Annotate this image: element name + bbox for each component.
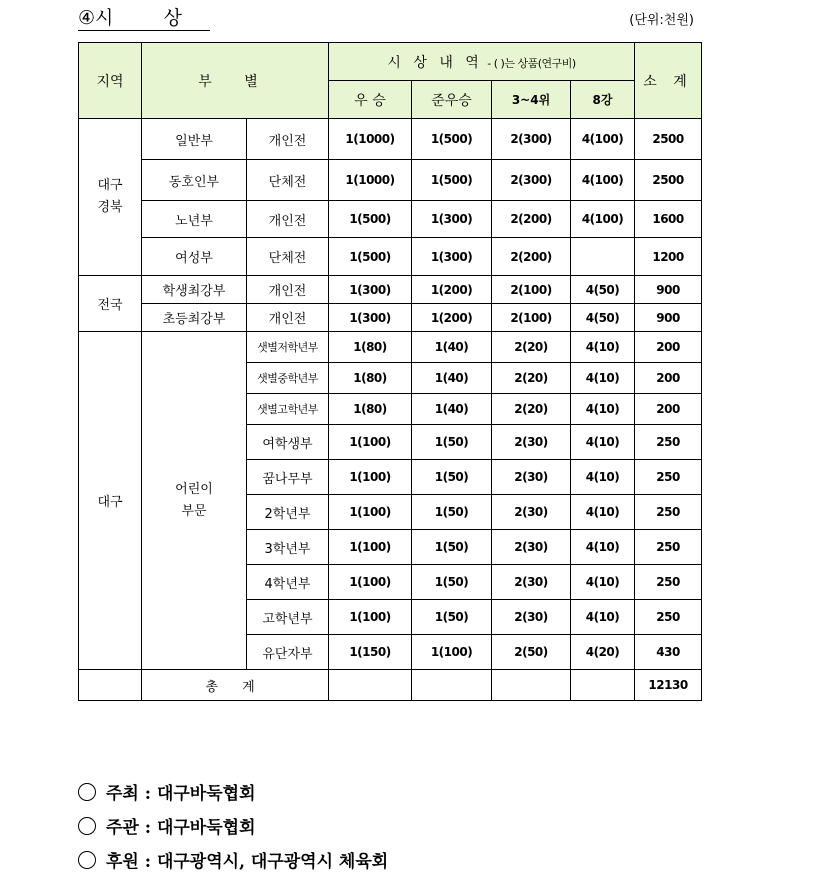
- first-prize-cell: 1(1000): [329, 119, 412, 160]
- title-text: 시 상: [95, 7, 204, 29]
- type-cell: 2학년부: [247, 495, 329, 530]
- type-cell: 여학생부: [247, 425, 329, 460]
- header-col-2: 준우승: [412, 81, 492, 119]
- third-prize-cell: 2(20): [492, 363, 571, 394]
- type-cell: 개인전: [247, 201, 329, 238]
- third-prize-cell: 2(100): [492, 276, 571, 304]
- region-daegu: 대구: [79, 332, 142, 670]
- unit-label: (단위:천원): [629, 13, 694, 28]
- second-prize-cell: 1(50): [412, 530, 492, 565]
- second-prize-cell: 1(50): [412, 460, 492, 495]
- top8-prize-cell: 4(10): [571, 363, 635, 394]
- empty-cell: [492, 670, 571, 701]
- footer-organizer: [78, 813, 256, 838]
- header-region: 지역: [79, 43, 142, 119]
- second-prize-cell: 1(100): [412, 635, 492, 670]
- title-number: ④: [78, 7, 96, 29]
- first-prize-cell: 1(1000): [329, 160, 412, 201]
- subtotal-cell: 900: [635, 276, 702, 304]
- third-prize-cell: 2(300): [492, 119, 571, 160]
- circle-bullet-icon: [78, 851, 96, 869]
- second-prize-cell: 1(500): [412, 119, 492, 160]
- top8-prize-cell: 4(10): [571, 565, 635, 600]
- second-prize-cell: 1(300): [412, 238, 492, 276]
- footer-sponsor-text: 후원 : 대구광역시, 대구광역시 체육회: [106, 852, 389, 872]
- first-prize-cell: 1(100): [329, 425, 412, 460]
- top8-prize-cell: 4(20): [571, 635, 635, 670]
- top8-prize-cell: 4(50): [571, 304, 635, 332]
- type-cell: 샛별고학년부: [247, 394, 329, 425]
- header-col-1: 우 승: [329, 81, 412, 119]
- header-total: 소 계: [635, 43, 702, 119]
- first-prize-cell: 1(100): [329, 565, 412, 600]
- type-cell: 3학년부: [247, 530, 329, 565]
- division-cell: 일반부: [142, 119, 247, 160]
- footer-host: [78, 779, 256, 804]
- top8-prize-cell: 4(10): [571, 425, 635, 460]
- subtotal-cell: 250: [635, 460, 702, 495]
- first-prize-cell: 1(100): [329, 495, 412, 530]
- subtotal-cell: 200: [635, 363, 702, 394]
- footer-host-text: 주최 : 대구바둑협회: [106, 784, 256, 804]
- type-cell: 샛별저학년부: [247, 332, 329, 363]
- third-prize-cell: 2(30): [492, 600, 571, 635]
- subtotal-cell: 250: [635, 530, 702, 565]
- type-cell: 샛별중학년부: [247, 363, 329, 394]
- third-prize-cell: 2(30): [492, 530, 571, 565]
- third-prize-cell: 2(30): [492, 460, 571, 495]
- first-prize-cell: 1(500): [329, 201, 412, 238]
- subtotal-cell: 250: [635, 495, 702, 530]
- first-prize-cell: 1(100): [329, 600, 412, 635]
- first-prize-cell: 1(80): [329, 363, 412, 394]
- third-prize-cell: 2(30): [492, 565, 571, 600]
- third-prize-cell: 2(20): [492, 332, 571, 363]
- top8-prize-cell: [571, 238, 635, 276]
- subtotal-cell: 2500: [635, 119, 702, 160]
- first-prize-cell: 1(80): [329, 332, 412, 363]
- third-prize-cell: 2(30): [492, 495, 571, 530]
- total-row-blank: [79, 670, 142, 701]
- third-prize-cell: 2(100): [492, 304, 571, 332]
- division-cell: 초등최강부: [142, 304, 247, 332]
- empty-cell: [571, 670, 635, 701]
- division-cell: 여성부: [142, 238, 247, 276]
- top8-prize-cell: 4(100): [571, 201, 635, 238]
- division-cell: 동호인부: [142, 160, 247, 201]
- second-prize-cell: 1(200): [412, 304, 492, 332]
- subtotal-cell: 250: [635, 600, 702, 635]
- subtotal-cell: 900: [635, 304, 702, 332]
- third-prize-cell: 2(200): [492, 201, 571, 238]
- top8-prize-cell: 4(10): [571, 394, 635, 425]
- subtotal-cell: 250: [635, 565, 702, 600]
- top8-prize-cell: 4(10): [571, 600, 635, 635]
- subtotal-cell: 250: [635, 425, 702, 460]
- type-cell: 단체전: [247, 238, 329, 276]
- top8-prize-cell: 4(100): [571, 160, 635, 201]
- type-cell: 개인전: [247, 119, 329, 160]
- children-group: 어린이 부문: [142, 332, 247, 670]
- second-prize-cell: 1(50): [412, 565, 492, 600]
- third-prize-cell: 2(200): [492, 238, 571, 276]
- type-cell: 개인전: [247, 304, 329, 332]
- second-prize-cell: 1(50): [412, 425, 492, 460]
- type-cell: 꿈나무부: [247, 460, 329, 495]
- subtotal-cell: 430: [635, 635, 702, 670]
- top8-prize-cell: 4(10): [571, 332, 635, 363]
- top8-prize-cell: 4(50): [571, 276, 635, 304]
- first-prize-cell: 1(300): [329, 304, 412, 332]
- second-prize-cell: 1(50): [412, 495, 492, 530]
- division-cell: 노년부: [142, 201, 247, 238]
- second-prize-cell: 1(300): [412, 201, 492, 238]
- first-prize-cell: 1(150): [329, 635, 412, 670]
- top8-prize-cell: 4(10): [571, 530, 635, 565]
- header-col-4: 8강: [571, 81, 635, 119]
- circle-bullet-icon: [78, 783, 96, 801]
- prize-table: [78, 42, 702, 701]
- third-prize-cell: 2(20): [492, 394, 571, 425]
- empty-cell: [329, 670, 412, 701]
- top8-prize-cell: 4(10): [571, 495, 635, 530]
- header-prize-note: - ( )는 상품(연구비): [487, 56, 576, 70]
- header-prize-detail: [329, 43, 635, 81]
- top8-prize-cell: 4(10): [571, 460, 635, 495]
- footer-sponsor: [78, 847, 388, 872]
- grand-total-label: 총 계: [142, 670, 329, 701]
- first-prize-cell: 1(80): [329, 394, 412, 425]
- type-cell: 단체전: [247, 160, 329, 201]
- section-title: [78, 6, 210, 31]
- region-national: 전국: [79, 276, 142, 332]
- region-daegu-gyeongbuk: 대구 경북: [79, 119, 142, 276]
- header-col-3: 3~4위: [492, 81, 571, 119]
- first-prize-cell: 1(100): [329, 460, 412, 495]
- first-prize-cell: 1(300): [329, 276, 412, 304]
- circle-bullet-icon: [78, 817, 96, 835]
- header-prize-main: 시 상 내 역: [387, 54, 483, 71]
- first-prize-cell: 1(100): [329, 530, 412, 565]
- footer-organizer-text: 주관 : 대구바둑협회: [106, 818, 256, 838]
- second-prize-cell: 1(40): [412, 363, 492, 394]
- subtotal-cell: 200: [635, 394, 702, 425]
- second-prize-cell: 1(40): [412, 332, 492, 363]
- third-prize-cell: 2(50): [492, 635, 571, 670]
- third-prize-cell: 2(300): [492, 160, 571, 201]
- subtotal-cell: 200: [635, 332, 702, 363]
- header-division: 부 별: [142, 43, 329, 119]
- empty-cell: [412, 670, 492, 701]
- type-cell: 개인전: [247, 276, 329, 304]
- top8-prize-cell: 4(100): [571, 119, 635, 160]
- grand-total-value: 12130: [635, 670, 702, 701]
- second-prize-cell: 1(50): [412, 600, 492, 635]
- second-prize-cell: 1(500): [412, 160, 492, 201]
- subtotal-cell: 1200: [635, 238, 702, 276]
- type-cell: 유단자부: [247, 635, 329, 670]
- first-prize-cell: 1(500): [329, 238, 412, 276]
- division-cell: 학생최강부: [142, 276, 247, 304]
- subtotal-cell: 2500: [635, 160, 702, 201]
- second-prize-cell: 1(40): [412, 394, 492, 425]
- type-cell: 고학년부: [247, 600, 329, 635]
- subtotal-cell: 1600: [635, 201, 702, 238]
- type-cell: 4학년부: [247, 565, 329, 600]
- third-prize-cell: 2(30): [492, 425, 571, 460]
- second-prize-cell: 1(200): [412, 276, 492, 304]
